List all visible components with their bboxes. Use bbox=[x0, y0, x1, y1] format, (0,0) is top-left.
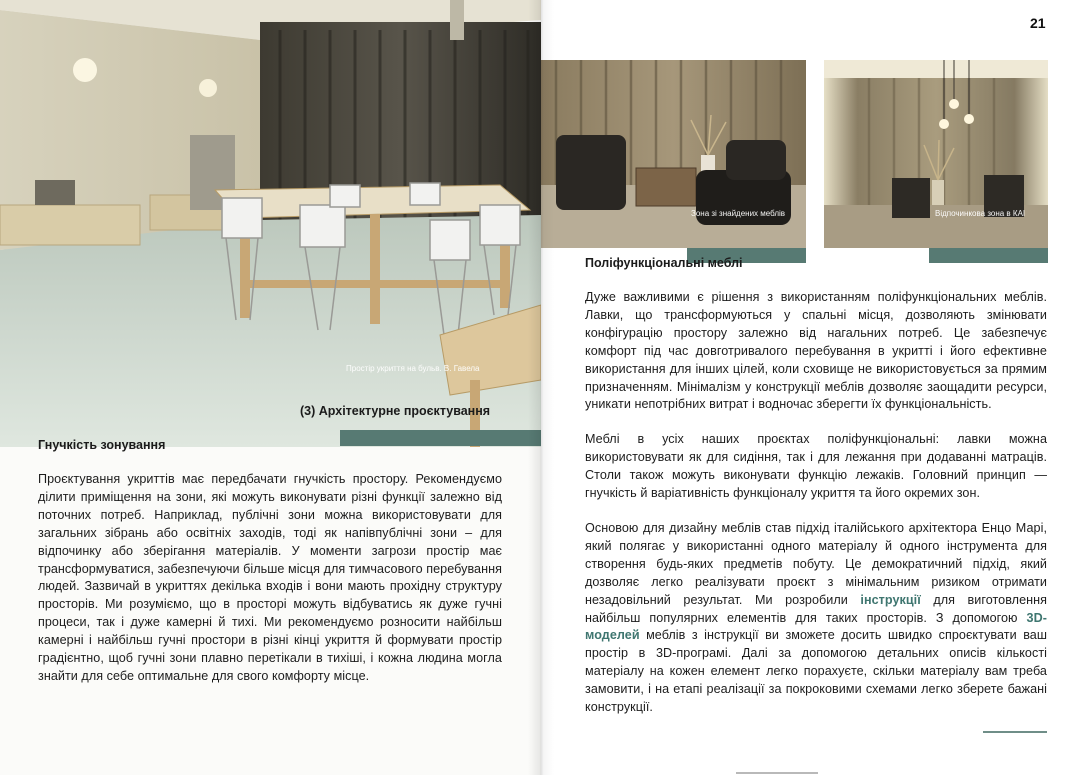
paragraph-3-part-3: меблів з інструкції ви зможете досить швидко спроєктувати ваш простір в 3D-програмі. Далі за допомогою детальних описів кількості матеріалу на кожен елемент легко порахуєте, скільки матеріалу вам треба замовити, і на етапі реалізації за покроковими схемами легко зберете бажані конструкції. bbox=[585, 628, 1047, 715]
instructions-link[interactable]: інструкції bbox=[860, 592, 921, 607]
rest-zone-photo bbox=[824, 60, 1048, 248]
3d-models-link[interactable]: 3D-моделей bbox=[585, 610, 1047, 643]
photo1-caption: Зона зі знайдених меблів bbox=[691, 209, 786, 218]
zoning-paragraph bbox=[38, 471, 502, 703]
furniture-paragraph-2: Меблі в усіх наших проєктах поліфункціональні: лавки можна використовувати як для сидіння, так і для лежання при додаванні матраців. Столи також можуть виконувати функцію лежаків. Головний принцип — гнучкість й варіативність функціоналу укриття та його окремих зон. bbox=[585, 432, 1047, 501]
photo2-accent-bar bbox=[929, 248, 1048, 263]
paragraph-3-part-2: для виготовлення найбільш популярних елементів для таких просторів. З допомогою bbox=[585, 592, 1047, 625]
paragraph-3-part-1: Основою для дизайну меблів став підхід італійського архітектора Енцо Марі, який полягає у використанні одного матеріалу й одного інструмента для створення будь-яких предметів побуту. Це демократичний підхід, який дозволяє легко реалізувати проєкт з мінімальним ризиком отримати незадовільний результат. Ми розробили bbox=[585, 520, 1047, 607]
photo-caption: Простір укриття на бульв. В. Гавела bbox=[346, 364, 480, 373]
page-number: 21 bbox=[1030, 15, 1046, 31]
section-title: (3) Архітектурне проєктування bbox=[300, 404, 491, 418]
bottom-rule bbox=[736, 772, 818, 774]
furniture-text-block bbox=[585, 289, 1047, 734]
footer-rule bbox=[983, 731, 1047, 733]
zoning-text: Проєктування укриттів має передбачати гнучкість простору. Рекомендуємо ділити приміщення на зони, які можуть виконувати різні функції залежно від поточних потреб. Наприклад, публічні зони можна використовувати для загальних зібрань або освітніх заходів, тоді як напівпублічні зони – для відпочинку або зберігання матеріалів. У моменти загрози простір має трансформуватися, забезпечуючи більше місця для тимчасового перебування людей. Зазвичай в укриттях декілька входів і вони мають прохідну структуру просторів. Ми розуміємо, що в просторі можуть відбуватись як дуже гучні процеси, так і дуже камерні й тихі. Ми рекомендуємо розносити найбільш камерні і найбільш гучні простори в різні кінці укриття й формувати простір градієнтно, щоб гучні зони плавно перетікали в тихіші, і кожна людина могла знайти для себе оптимальне для свого комфорту місце. bbox=[38, 472, 502, 683]
shelter-room-photo bbox=[0, 0, 541, 447]
right-page bbox=[541, 0, 1076, 775]
furniture-paragraph-3 bbox=[585, 520, 1047, 717]
found-furniture-photo bbox=[541, 60, 806, 248]
page-heading-zoning: Гнучкість зонування bbox=[38, 438, 166, 452]
section-accent-bar bbox=[340, 430, 541, 446]
photo2-caption: Відпочинкова зона в КАІ bbox=[935, 209, 1026, 218]
page-heading-furniture: Поліфункціональні меблі bbox=[585, 256, 743, 270]
furniture-paragraph-1: Дуже важливими є рішення з використанням поліфункціональних меблів. Лавки, що трансформуються у спальні місця, дозволяють змінювати конфігурацію простору залежно від нагальних потреб. Це забезпечує комфорт під час довготривалого перебування в укритті і його ефективне використання для інших цілей, коли сховище не використовується за прямим призначенням. Мінімалізм у конструкції меблів дозволяє заощадити ресурси, уникати непотрібних витрат і водночас зберегти їх функціональність. bbox=[585, 290, 1047, 412]
